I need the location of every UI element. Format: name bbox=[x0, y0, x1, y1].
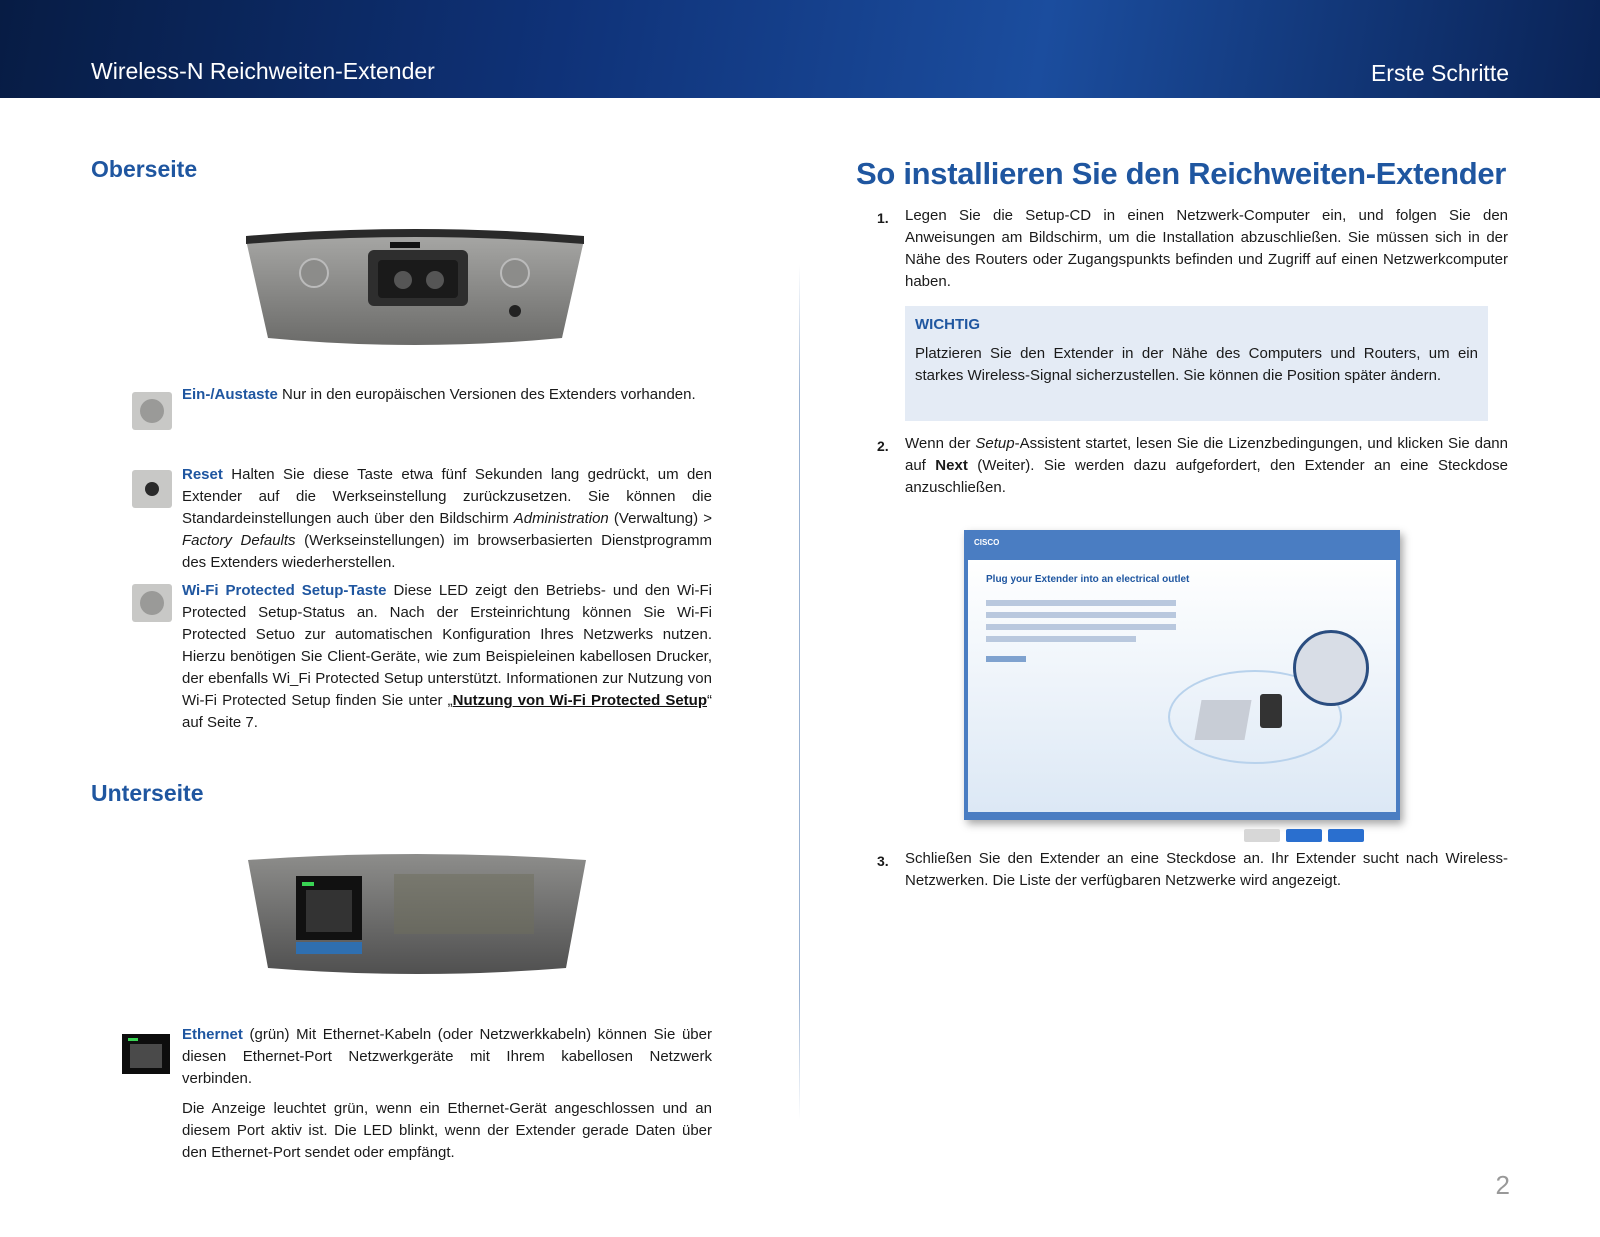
page-number: 2 bbox=[1495, 1170, 1510, 1200]
power-term: Ein-/Austaste bbox=[182, 386, 278, 403]
document-title: Wireless-N Reichweiten-Extender bbox=[91, 58, 435, 84]
wps-quote-close: “ auf Seite 7. bbox=[182, 692, 712, 731]
power-button-icon bbox=[132, 392, 172, 430]
reset-term: Reset bbox=[182, 466, 223, 483]
step2-pre: Wenn der bbox=[905, 435, 976, 452]
step3-number: 3. bbox=[877, 853, 889, 869]
step2-text bbox=[905, 433, 1508, 499]
extender-top-image bbox=[240, 228, 590, 355]
note-text: Platzieren Sie den Extender in der Nähe des Computers und Routers, um ein starkes Wireless-Signal sicherzustellen. Sie können die Position später ändern. bbox=[915, 345, 1478, 384]
wps-text: Diese LED zeigt den Betriebs- und den Wi-Fi Protected Setup-Status an. Nach der Ersteinrichtung können Sie Wi-Fi Protected Setuo zur automatischen Konfiguration Ihres Netzwerks nutzen. Hierzu benötigen Sie Client-Geräte, wie zum Beispieleinen kabellosen Drucker, der ebenfalls Wi_Fi Protected Setup unterstützt. Informationen zur Nutzung von Wi-Fi Protected Setup finden Sie unter bbox=[182, 582, 712, 709]
power-text: Nur in den europäischen Versionen des Extenders vorhanden. bbox=[277, 386, 696, 403]
section-title: Erste Schritte bbox=[1370, 60, 1509, 86]
step1-number: 1. bbox=[877, 210, 889, 226]
wps-button-icon bbox=[132, 584, 172, 622]
cisco-logo: CISCO bbox=[974, 538, 1000, 547]
wps-link[interactable]: Nutzung von Wi-Fi Protected Setup bbox=[452, 692, 707, 709]
step2-next: Next bbox=[935, 457, 968, 474]
note-title: WICHTIG bbox=[915, 316, 980, 333]
wizard-back-button[interactable] bbox=[1244, 829, 1280, 842]
ethernet-description bbox=[182, 1024, 712, 1090]
heading-unterseite: Unterseite bbox=[91, 780, 204, 806]
setup-wizard-screenshot bbox=[964, 530, 1400, 820]
wps-description bbox=[182, 580, 712, 734]
reset-factory: Factory Defaults bbox=[182, 532, 296, 549]
reset-text2: (Verwaltung) > bbox=[608, 510, 712, 527]
extender-bottom-image bbox=[244, 850, 590, 990]
wps-term: Wi-Fi Protected Setup-Taste bbox=[182, 582, 387, 599]
reset-admin: Administration bbox=[513, 510, 609, 527]
step2-post: (Weiter). Sie werden dazu aufgefordert, den Extender an eine Steckdose anzuschließen. bbox=[905, 457, 1508, 496]
step2-number: 2. bbox=[877, 438, 889, 454]
wizard-cancel-button[interactable] bbox=[1328, 829, 1364, 842]
column-divider bbox=[799, 265, 800, 1120]
step2-mid: -Assistent startet, lesen Sie die Lizenzbedingungen, und klicken Sie dann auf bbox=[905, 435, 1508, 474]
ethernet-led-description: Die Anzeige leuchtet grün, wenn ein Ethernet-Gerät angeschlossen und an diesem Port aktiv ist. Die LED blinkt, wenn der Extender gerade Daten über den Ethernet-Port sendet oder empfängt. bbox=[182, 1100, 712, 1161]
reset-text: Halten Sie diese Taste etwa fünf Sekunden lang gedrückt, um den Extender auf die Werkseinstellung zurückzusetzen. Sie können die Standardeinstellungen auch über den Bildschirm bbox=[182, 466, 712, 527]
wizard-next-button[interactable] bbox=[1286, 829, 1322, 842]
reset-button-icon bbox=[132, 470, 172, 508]
ethernet-port-icon bbox=[122, 1034, 170, 1074]
step3-text: Schließen Sie den Extender an eine Steckdose an. Ihr Extender sucht nach Wireless-Netzwerken. Die Liste der verfügbaren Netzwerke wird angezeigt. bbox=[905, 850, 1508, 889]
heading-oberseite: Oberseite bbox=[91, 156, 198, 182]
power-description bbox=[182, 384, 712, 406]
page-header bbox=[0, 0, 1600, 98]
important-note bbox=[905, 306, 1488, 421]
install-heading: So installieren Sie den Reichweiten-Extender bbox=[856, 156, 1507, 191]
step1-text: Legen Sie die Setup-CD in einen Netzwerk-Computer ein, und folgen Sie den Anweisungen am Bildschirm, um die Installation abzuschließen. Sie müssen sich in der Nähe des Routers oder Zugangspunkts befinden und Zugriff auf einen Netzwerkcomputer haben. bbox=[905, 207, 1508, 290]
wps-quote-open: „ bbox=[447, 692, 453, 709]
step2-setup: Setup bbox=[975, 435, 1015, 452]
reset-text3: (Werkseinstellungen) im browserbasierten Dienstprogramm des Extenders wiederherstellen. bbox=[182, 532, 712, 571]
ethernet-text: (grün) Mit Ethernet-Kabeln (oder Netzwerkkabeln) können Sie über diesen Ethernet-Port Netzwerkgeräte mit Ihrem kabellosen Netzwerk verbinden. bbox=[182, 1026, 712, 1087]
ethernet-term: Ethernet bbox=[182, 1026, 243, 1043]
wizard-title: Plug your Extender into an electrical outlet bbox=[986, 574, 1190, 585]
reset-description bbox=[182, 464, 712, 574]
